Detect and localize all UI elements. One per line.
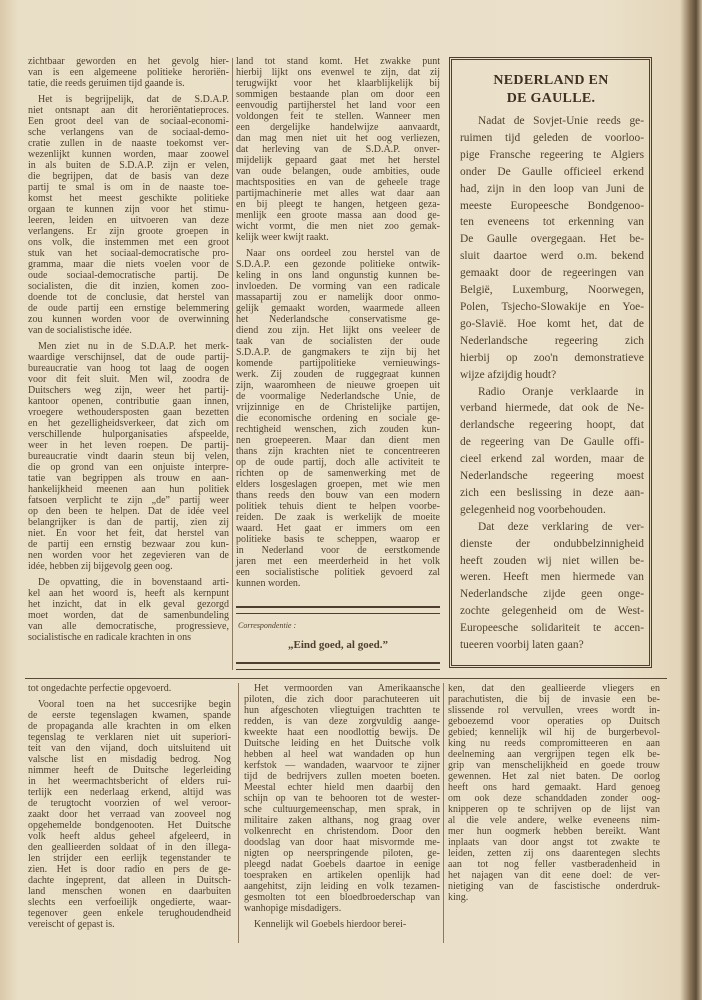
text-line: had, zijn in den loop van Juni de [460, 182, 644, 195]
text-line: voldongen feit te stellen. Wanneer men [236, 111, 440, 122]
paragraph [28, 699, 231, 930]
text-line: Het is begrijpelijk, dat de S.D.A.P. [38, 94, 229, 105]
text-line: waard. Het gaat er immers om een [236, 523, 440, 534]
text-line: Dat deze verklaring de ver- [478, 520, 644, 533]
text-line: de partij een ernstig bezwaar zou kun- [28, 539, 229, 550]
text-line: Het vermoorden van Amerikaansche [254, 683, 440, 694]
text-line: doende tot de conclusie, dat herstel van [28, 292, 229, 303]
column-divider [232, 58, 233, 670]
text-line: op den been te helpen. Dat de idée veel [28, 506, 229, 517]
text-line: geboezemd voor operaties op Duitsch [448, 716, 660, 727]
text-line: van oude belangen, oude ambities, oude [236, 166, 440, 177]
text-line: partij te smal is om in de naaste toe- [28, 182, 229, 193]
text-line: partijmachinerie met alles wat daar aan [236, 188, 440, 199]
text-line: van alle democratische, progressieve, [28, 621, 229, 632]
text-line: pleegd nadat Goebels daartoe in eenige [244, 859, 440, 870]
text-line: Duitschers weg zijn, weer het partij- [28, 385, 229, 396]
text-line: sche verlangens van de sociaal-demo- [28, 127, 229, 138]
text-line: dachte ingeprent, dat alleen in Duitsch- [28, 875, 231, 886]
text-line: Nederlandsche regeering zich [460, 334, 644, 347]
text-line: Nederlandsche regeering moest [460, 470, 644, 483]
text-line: niet. En voor het feit, dat herstel van [28, 528, 229, 539]
text-line: thans zijn krachten niet te concentreeren [236, 446, 440, 457]
text-line: idée, hebben zij bijgevolg geen oog. [28, 561, 173, 572]
text-line: jaren met een meerderheid in het volk [236, 556, 440, 567]
text-line: voor dit feit sluit. Men wil, zoodra de [28, 374, 229, 385]
text-line: ten eveneens tot erkenning van [460, 216, 644, 229]
column-divider [238, 683, 239, 943]
text-line: Een groot deel van de sociaal-economi- [28, 116, 229, 127]
text-line: zochte gelegenheid om de West- [460, 605, 644, 618]
text-line: Radio Oranje verklaarde in [478, 385, 644, 398]
text-line: aangehitst, zijn leiding en volk tezamen- [244, 881, 440, 892]
text-line: die op grond van een onjuiste interpre- [28, 462, 229, 473]
text-line: die begrijpen, dat de basis van deze [28, 171, 229, 182]
text-line: tot ongedachte perfectie opgevoerd. [28, 683, 172, 694]
text-line: Duitsche leiding en het Duitsche volk [244, 738, 440, 749]
text-line: thans reeds den bouw van een modern [236, 490, 440, 501]
text-line: het Nederlandsche conservatisme ge- [236, 314, 440, 325]
text-line: kel aan het woord is, heeft als kernpunt [28, 588, 229, 599]
text-line: go-Slavië. Hoe komt het, dat de [460, 317, 644, 330]
text-line: kerfstok — wandaden, waarvoor te zijner [244, 760, 440, 771]
text-line: cieel erkend zal worden, maar de [460, 453, 644, 466]
text-line: king. [448, 892, 469, 903]
text-line: op de oude partij, doch alle activiteit te [236, 457, 440, 468]
text-line: onder De Gaulle officieel erkend [460, 165, 644, 178]
text-line: valsche list en misdadig bedrog. Nog [28, 754, 231, 765]
text-line: meeste Europeesche Bondgenoo- [460, 199, 644, 212]
text-line: weren. Heeft men hiermede van [460, 571, 644, 584]
text-line: orgaan te kunnen zijn voor het stimu- [28, 204, 229, 215]
text-line: derlandsche regeering hoopt, dat [460, 419, 644, 432]
text-line: reiden. De zaak is werkelijk de moeite [236, 512, 440, 523]
sidebar-title-line: NEDERLAND EN [493, 73, 609, 88]
text-line: Europeesche solidariteit te accen- [460, 622, 644, 635]
text-line: Vooral toen na het succesrijke begin [38, 699, 231, 710]
text-line: bureaucratie van hoog tot laag de oogen [28, 363, 229, 374]
text-line: in als buiten de S.D.A.P. zijn er velen, [28, 160, 229, 171]
text-line: ken, dat den geallieerde vliegers en [448, 683, 660, 694]
text-line: dienste der ondubbelzinnigheid [460, 537, 644, 550]
paragraph [28, 341, 229, 572]
text-line: sommigen bestaande plan om door een [236, 89, 440, 100]
text-line: land tot stand komt. Het zwakke punt [236, 56, 440, 67]
text-line: die economische ordening en sociale ge- [236, 413, 440, 424]
text-line: de regeering van De Gaulle offi- [460, 436, 644, 449]
paragraph [236, 56, 440, 243]
text-line: kunnen worden. [236, 578, 301, 589]
text-line: schijn op van te behooren tot de wester- [244, 793, 440, 804]
text-line: sluit daartoe werd o.m. bekend [460, 250, 644, 263]
text-line: wezenlijkt kunnen worden, maar zoowel [28, 149, 229, 160]
sidebar-title [455, 72, 647, 108]
text-line: fatsoen verplicht te zijn „de” partij weer [28, 495, 229, 506]
paragraph [244, 919, 440, 930]
text-line: werk. Zij zouden de ruggegraat kunnen [236, 369, 440, 380]
paragraph [28, 94, 229, 336]
sidebar-article [460, 113, 644, 654]
text-line: in Nederland voor de eerstkomende [236, 545, 440, 556]
text-line: hebben al heel wat wandaden op hun [244, 749, 440, 760]
text-line: vereischt of gepast is. [28, 919, 115, 930]
text-line: volkenrecht en christendom. Door den [244, 826, 440, 837]
section-divider [25, 678, 667, 679]
text-line: al die vele andere, welke eveneens nim- [448, 815, 660, 826]
text-line: nen worden voor het zegevieren van de [28, 550, 229, 561]
text-line: militaire zaken althans, nog graag over [244, 815, 440, 826]
text-line: rechtigheid wenschen, zich zouden kun- [236, 424, 440, 435]
text-line: De opvatting, die in bovenstaand arti- [38, 577, 229, 588]
text-line: vrijzinnige en de Christelijke partijen, [236, 402, 440, 413]
text-line: ons volk, die instemmen met een groot [28, 237, 229, 248]
text-line: hierbij op zoo'n demonstratieve [460, 351, 644, 364]
paragraph [460, 113, 644, 384]
text-line: de eerste tegenslagen kwamen, spande [28, 710, 231, 721]
text-line: menlijk een groote massa aan dood ge- [236, 210, 440, 221]
column-divider [443, 683, 444, 943]
text-line: slechts een verfoeilijk ongedierte, waar- [28, 897, 231, 908]
text-line: in het weermachtsbericht of elders rui- [28, 776, 231, 787]
text-line: dan mag men niet uit het oog verliezen, [236, 133, 440, 144]
text-line: toespraken en artikelen openlijk had [244, 870, 440, 881]
text-line: grip van menschelijkheid en goede trouw [448, 760, 660, 771]
article-column-top-2 [236, 56, 440, 594]
paragraph [448, 683, 660, 903]
text-line: hun afgeschoten vliegtuigen trachtten te [244, 705, 440, 716]
text-line: gelijk gemaakt worden, waarmede alleen [236, 303, 440, 314]
text-line: zaakt door het verraad van zooveel nog [28, 809, 231, 820]
text-line: de terugtocht voorzien of wel veroor- [28, 798, 231, 809]
text-line: invloeden. De vorming van een radicale [236, 281, 440, 292]
text-line: S.D.A.P. een gezonde politieke ontwik- [236, 259, 440, 270]
double-rule [236, 662, 440, 670]
text-line: den geallieerden soldaat of in den illega- [28, 842, 231, 853]
text-line: massapartij zou er namelijk door onmo- [236, 292, 440, 303]
text-line: mijdelijk gepaard gaat met het herstel [236, 155, 440, 166]
text-line: deelneming aan vergrijpen tegen elk be- [448, 749, 660, 760]
text-line: weer in het leven roepen. De partij- [28, 440, 229, 451]
text-line: heeft ons hard gemaakt. Hard genoeg [448, 782, 660, 793]
text-line: sche cultuurgemeenschap, men sprak, in [244, 804, 440, 815]
text-line: de voormalige Nederlandsche Unie, de [236, 391, 440, 402]
paragraph [460, 384, 644, 519]
text-line: len strijder een eerlijk tegenstander te [28, 853, 231, 864]
text-line: opgehemelde bondgenooten. Het Duitsche [28, 820, 231, 831]
text-line: zijn, waaromheen de nieuwe groepen uit [236, 380, 440, 391]
text-line: gesmolten tot een bloedbroederschap van [244, 892, 440, 903]
text-line: machtsposities en van de geheele trage [236, 177, 440, 188]
text-line: moet worden, dat de samenbundeling [28, 610, 229, 621]
text-line: tijd de bedrijvers zullen moeten boeten. [244, 771, 440, 782]
text-line: van is een algemeene politieke heroriën- [28, 67, 229, 78]
text-line: doodslag van door haat misvormde me- [244, 837, 440, 848]
paragraph [460, 519, 644, 654]
text-line: cratie zullen in de naaste toekomst ver- [28, 138, 229, 149]
text-line: kelijk weer kwijt raakt. [236, 232, 329, 243]
text-line: pige Fransche regeering te Algiers [460, 148, 644, 161]
text-line: heeft zouden wij niet willen be- [460, 554, 644, 567]
text-line: parachutisten, die bij de invasie een be- [448, 694, 660, 705]
text-line: een socialistische politiek gevoerd zal [236, 567, 440, 578]
text-line: om ook deze schanddaden zonder oog- [448, 793, 660, 804]
text-line: van de socialistische idée. [28, 325, 132, 336]
text-line: politieke basis te scheppen, waarop er [236, 534, 440, 545]
text-line: elders losgeslagen groepen, met wie men [236, 479, 440, 490]
text-line: leiden, zetten zij ons daarentegen slechts [448, 848, 660, 859]
text-line: leeren, leiden en uitvoeren van deze [28, 215, 229, 226]
text-line: kantoor openen, contributie gaan innen, [28, 396, 229, 407]
text-line: bureaucratie vindt daarin steun bij velen, [28, 451, 229, 462]
text-line: inplaats van door angst tot zwakte te [448, 837, 660, 848]
text-line: het najagen van dit eene doel: de ver- [448, 870, 660, 881]
text-line: De Gaulle overgegaan. Het be- [460, 233, 644, 246]
text-line: diend zou zijn. Het lijkt ons veeleer de [236, 325, 440, 336]
text-line: mer hun oogmerk hebben bereikt. Want [448, 826, 660, 837]
text-line: richten op de samenwerking met de [236, 468, 440, 479]
text-line: verlangens. Er zijn groote groepen in [28, 226, 229, 237]
text-line: tueeren voorbij laten gaan? [460, 639, 584, 652]
text-line: kweekte haat een noodlottig bewijs. De [244, 727, 440, 738]
text-line: aan tot nog feller vastberadenheid in [448, 859, 660, 870]
text-line: land menschen wonen en daarbuiten [28, 886, 231, 897]
text-line: eenvoudig partijherstel het land voor een [236, 100, 440, 111]
paragraph [28, 577, 229, 643]
paragraph [28, 56, 229, 89]
text-line: nimmer heeft de Duitsche legerleiding [28, 765, 231, 776]
text-line: de oude partij een ernstige belemmering [28, 303, 229, 314]
article-column-bottom-2 [244, 683, 440, 935]
text-line: tegenslag te verklaren niet uit superiori- [28, 732, 231, 743]
double-rule [236, 606, 440, 614]
text-line: nen groepeeren. Maar dan dient men [236, 435, 440, 446]
text-line: komende partijpolitieke vernieuwings- [236, 358, 440, 369]
correspondence-title: „Eind goed, al goed.” [288, 639, 388, 651]
text-line: tatie, die reeds geruimen tijd gaande is. [28, 78, 185, 89]
text-line: Men ziet nu in de S.D.A.P. het merk- [38, 341, 229, 352]
text-line: socialistische en radicale krachten in ons [28, 632, 191, 643]
text-line: verband hiermede, dat ook de Ne- [460, 402, 644, 415]
text-line: volk heeft aldus geheel afgeleerd, in [28, 831, 231, 842]
text-line: zich een beslissing in deze aan- [460, 486, 644, 499]
text-line: het inzicht, dat in elk geval gezorgd [28, 599, 229, 610]
text-line: terugwijkt voor het klaarblijkelijk bij [236, 78, 440, 89]
text-line: redden, is van deze zorgvuldig aange- [244, 716, 440, 727]
text-line: keling in ons land ongunstig kunnen be- [236, 270, 440, 281]
text-line: Nadat de Sovjet-Unie reeds ge- [478, 115, 644, 127]
text-line: slissende rol vervullen, vrees wordt in- [448, 705, 660, 716]
text-line: een dergelijke handelwijze aanvaardt, [236, 122, 440, 133]
text-line: gewennen. Het zal niet baten. De oorlog [448, 771, 660, 782]
text-line: taak van de socialisten der oude [236, 336, 440, 347]
text-line: dat herleving van de S.D.A.P. onver- [236, 144, 440, 155]
text-line: socialisten, die dit inzien, komen zoo- [28, 281, 229, 292]
text-line: king nu reeds compromitteeren en aan [448, 738, 660, 749]
text-line: gelegenheid nog voorbehouden. [460, 503, 606, 516]
text-line: wicht vormt, die men niet zoo gemak- [236, 221, 440, 232]
article-column-bottom-3 [448, 683, 660, 908]
text-line: en het gezelligheidsverkeer, dat zich om [28, 418, 229, 429]
text-line: hierbij lijkt ons evenwel te zijn, dat zij [236, 67, 440, 78]
paragraph [236, 248, 440, 589]
text-line: de propaganda alle krachten in om elken [28, 721, 231, 732]
paragraph [28, 683, 231, 694]
text-line: zien. Het is door radio en pers de ge- [28, 864, 231, 875]
sidebar-title-line: DE GAULLE. [506, 91, 596, 106]
text-line: wanhopige misdadigers. [244, 903, 342, 914]
text-line: tatie van begrippen als trouw en aan- [28, 473, 229, 484]
text-line: Meestal echter hield men daarbij den [244, 782, 440, 793]
text-line: komst het meest geschikte politieke [28, 193, 229, 204]
text-line: niet ontsnapt aan dit heroriëntatieproces. [28, 105, 229, 116]
text-line: S.D.A.P. de gangmakers te zijn bij het [236, 347, 440, 358]
text-line: Naar ons oordeel zou herstel van de [246, 248, 440, 259]
text-line: België, Luxemburg, Noorwegen, [460, 284, 644, 297]
text-line: belangrijker is dan de partij, zien zij [28, 517, 229, 528]
article-column-bottom-1 [28, 683, 231, 935]
text-line: wijze afzijdig houdt? [460, 368, 557, 381]
text-line: politiek tehuis dient te helpen voorbe- [236, 501, 440, 512]
text-line: zou kunnen worden voor de overwinning [28, 314, 229, 325]
text-line: gramma, maar die niets voelen voor de [28, 259, 229, 270]
text-line: knipperen op te schrijven op de lijst van [448, 804, 660, 815]
text-line: teit van den vijand, doch uitsluitend uit [28, 743, 231, 754]
text-line: Kennelijk wil Goebels hierdoor berei- [254, 919, 407, 930]
text-line: waardige verschijnsel, dat de oude partij- [28, 352, 229, 363]
text-line: en bij pleegt te hangen, hetgeen geza- [236, 199, 440, 210]
text-line: gemaakt door de regeeringen van [460, 267, 644, 280]
text-line: verschillende hulporganisaties afspeelde, [28, 429, 229, 440]
correspondence-label: Correspondentie : [238, 621, 297, 630]
text-line: nietiging van de fascistische onderdruk- [448, 881, 660, 892]
text-line: gebied; kennelijk wil hij de burgerbevol- [448, 727, 660, 738]
text-line: tegenover geen enkele terughoudendheid [28, 908, 231, 919]
text-line: vroegere wethoudersposten gaan bezetten [28, 407, 229, 418]
text-line: piloten, die zich door parachuteeren uit [244, 694, 440, 705]
article-column-top-1 [28, 56, 229, 648]
text-line: oude sociaal-democratische partij. De [28, 270, 229, 281]
text-line: stuk van het sociaal-democratische pro- [28, 248, 229, 259]
text-line: Polen, Tsjecho-Slowakije en Yoe- [460, 300, 644, 313]
text-line: Nederlandsche zijde geen onge- [460, 588, 644, 601]
text-line: terlijk een nederlaag erkend, altijd was [28, 787, 231, 798]
paragraph [244, 683, 440, 914]
text-line: zichtbaar geworden en het gevolg hier- [28, 56, 229, 67]
text-line: hankelijkheid meenen aan hun politiek [28, 484, 229, 495]
text-line: nigten op neerspringende piloten, ge- [244, 848, 440, 859]
text-line: ruimen tijd geleden de voorloo- [460, 131, 644, 144]
